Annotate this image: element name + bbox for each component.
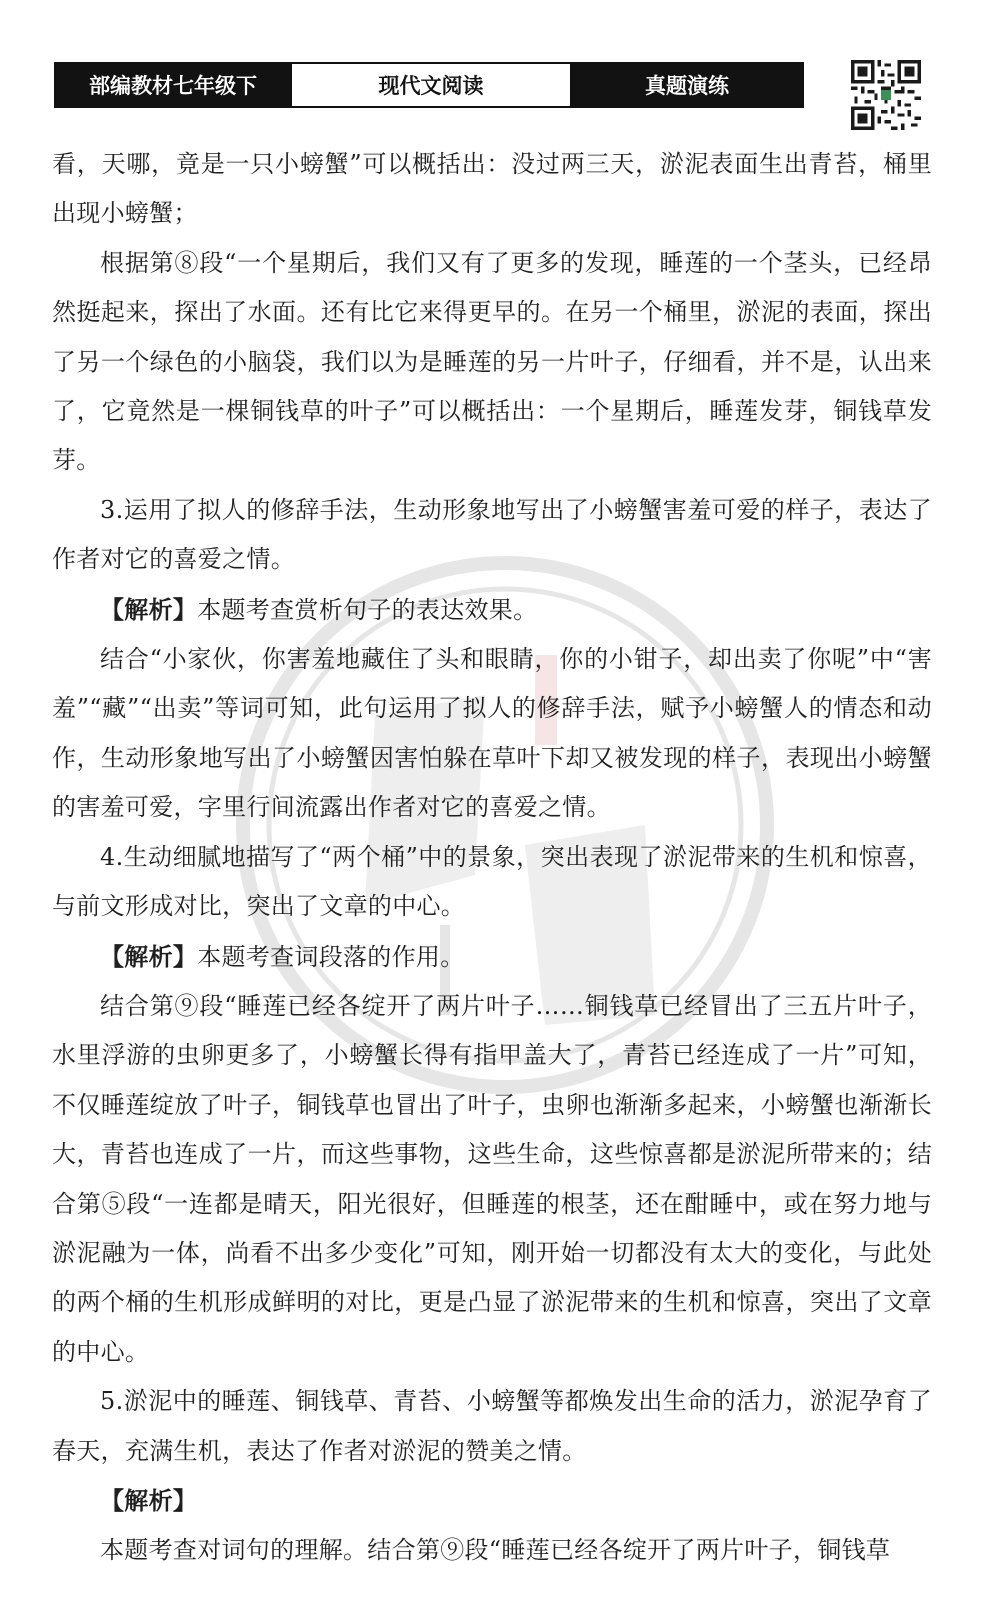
header-bar	[54, 62, 804, 108]
header-practice-label: 真题演练	[572, 64, 802, 106]
paragraph-text: 根据第⑧段“一个星期后，我们又有了更多的发现，睡莲的一个茎头，已经昂然挺起来，探出了水面。还有比它来得更早的。在另一个桶里，淤泥的表面，探出了另一个绿色的小脑袋，我们以为是睡莲的另一片叶子，仔细看，并不是，认出来了，它竟然是一棵铜钱草的叶子”可以概括出：一个星期后，睡莲发芽，铜钱草发芽。	[52, 248, 932, 475]
analysis-paragraph	[52, 1476, 932, 1526]
paragraph-text: 3.运用了拟人的修辞手法，生动形象地写出了小螃蟹害羞可爱的样子，表达了作者对它的喜爱之情。	[52, 495, 932, 574]
paragraph	[52, 982, 932, 1377]
answer-5	[52, 1377, 932, 1476]
paragraph	[52, 635, 932, 833]
paragraph-text: 结合“小家伙，你害羞地藏住了头和眼睛，你的小钳子，却出卖了你呢”中“害羞”“藏”“出卖”等词可知，此句运用了拟人的修辞手法，赋予小螃蟹人的情态和动作，生动形象地写出了小螃蟹因害怕躲在草叶下却又被发现的样子，表现出小螃蟹的害羞可爱，字里行间流露出作者对它的喜爱之情。	[52, 645, 932, 822]
analysis-paragraph	[52, 932, 932, 982]
paragraph-text: 本题考查词段落的作用。	[197, 942, 465, 971]
answer-4	[52, 833, 932, 932]
paragraph-text: 结合第⑨段“睡莲已经各绽开了两片叶子……铜钱草已经冒出了三五片叶子，水里浮游的虫卵更多了，小螃蟹长得有指甲盖大了，青苔已经连成了一片”可知，不仅睡莲绽放了叶子，铜钱草也冒出了叶子，虫卵也渐渐多起来，小螃蟹也渐渐长大，青苔也连成了一片，而这些事物，这些生命，这些惊喜都是淤泥所带来的；结合第⑤段“一连都是晴天，阳光很好，但睡莲的根茎，还在酣睡中，或在努力地与淤泥融为一体，尚看不出多少变化”可知，刚开始一切都没有太大的变化，与此处的两个桶的生机形成鲜明的对比，更是凸显了淤泥带来的生机和惊喜，突出了文章的中心。	[52, 991, 932, 1366]
analysis-paragraph	[52, 585, 932, 635]
analysis-tag: 【解析】	[100, 941, 198, 971]
paragraph-text: 4.生动细腻地描写了“两个桶”中的景象，突出表现了淤泥带来的生机和惊喜，与前文形成对比，突出了文章的中心。	[52, 842, 932, 921]
paragraph	[52, 1526, 932, 1575]
answer-3	[52, 486, 932, 585]
paragraph-text: 看，天哪，竟是一只小螃蟹”可以概括出：没过两三天，淤泥表面生出青苔，桶里出现小螃蟹；	[52, 150, 932, 228]
paragraph-text: 本题考查对词句的理解。结合第⑨段“睡莲已经各绽开了两片叶子，铜钱草	[100, 1536, 891, 1565]
header-section-label: 现代文阅读	[290, 64, 572, 106]
document-body	[52, 140, 932, 1576]
paragraph	[52, 239, 932, 486]
paragraph-text: 本题考查赏析句子的表达效果。	[197, 595, 538, 624]
qr-code-icon	[851, 60, 921, 130]
analysis-tag: 【解析】	[100, 1485, 198, 1515]
analysis-tag: 【解析】	[100, 594, 198, 624]
paragraph-text: 5.淤泥中的睡莲、铜钱草、青苔、小螃蟹等都焕发出生命的活力，淤泥孕育了春天，充满生机，表达了作者对淤泥的赞美之情。	[52, 1387, 932, 1465]
header-textbook-label: 部编教材七年级下	[56, 64, 290, 106]
paragraph	[52, 140, 932, 239]
